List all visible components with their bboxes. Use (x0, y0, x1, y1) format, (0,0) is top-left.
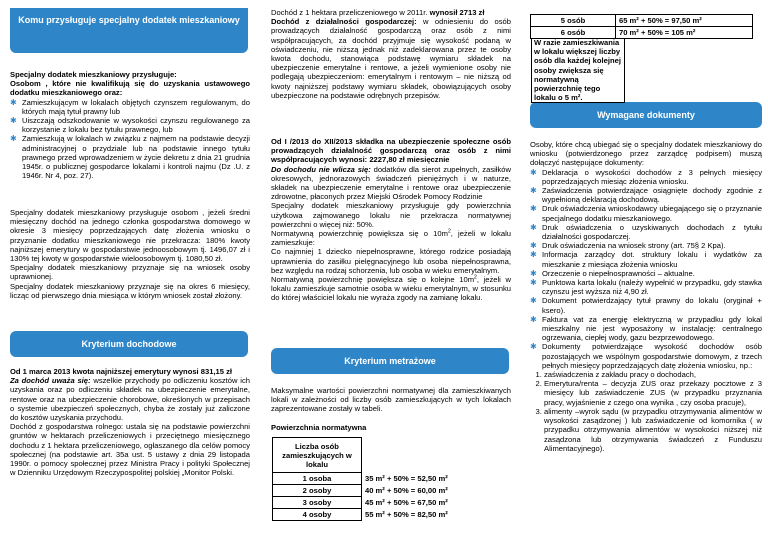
intro-line1: Specjalny dodatek mieszkaniowy przysługuje: (10, 70, 177, 79)
area-table-continued (530, 14, 753, 39)
area-table (272, 437, 509, 521)
documents-list (530, 168, 762, 370)
farm-income-text: Dochód z gospodarstwa rolnego: ustala się na podstawie powierzchni gruntów w hektarach przeliczeniowych i przeciętnego miesięcznego dochodu z 1 hektara przeliczeniowego, ogłaszanego dla celów pomocy społecznej (na podstawie art. 35a ust. 5 ustawy z dnia 29 listopada 1990r. o pomocy społecznej przez Ministra Pracy i polityki Społecznej w Dzienniku Urzędowym Rzeczypospolitej polskiej „Monitor Polski. (10, 422, 250, 478)
calc-cell: 35 m² + 50% = 52,50 m² (365, 474, 448, 483)
banner-area-criterion: Kryterium metrażowe (271, 348, 509, 374)
banner-required-documents: Wymagane dokumenty (530, 102, 762, 128)
calc-cell: 45 m² + 50% = 67,50 m² (365, 498, 448, 507)
persons-cell: 4 osoby (273, 509, 362, 521)
list-item: ✱ Orzeczenie o niepełnosprawności – aktualne. (530, 269, 762, 278)
list-item: ✱ Druk oświadczenia o uzyskiwanych dochodach z tytułu działalności gospodarczej. (530, 223, 762, 241)
hectare-income-label: Dochód z 1 hektara przeliczeniowego w 2011r. (271, 8, 430, 17)
metraz-text: Maksymalne wartości powierzchni normatywnej dla zamieszkiwanych lokali w zależności od liczby osób zamieszkujących w tych lokalach zaprezentowane zostały w tabeli. (271, 386, 511, 414)
table-header: Liczba osób zamieszkujących w lokalu (273, 438, 362, 473)
list-item: ✱ Punktowa karta lokalu (należy wypełnić w przypadku, gdy stawka czynszu jest wyższa niż 4,90 zł. (530, 278, 762, 296)
banner-income-criterion: Kryterium dochodowe (10, 331, 248, 357)
table-row (273, 497, 509, 509)
list-item: ✱ Zamieszkują w lokalach w związku z najmem na podstawie decyzji administracyjnej o przydziale lub na podstawie innego tytułu prawnego przed wprowadzeniem w życie dekretu z dnia 21 grudnia 1945r. o publicznej gospodarce lokalami i kontroli najmu (Dz .U. z 1946r. Nr 4, poz. 27). (10, 134, 250, 180)
banner-who-eligible: Komu przysługuje specjalny dodatek mieszkaniowy (10, 8, 248, 53)
list-item: ✱ Dokumenty potwierdzające wysokość dochodów osób pozostających we wspólnym gospodarstwie domowym, z trzech pełnych miesięcy poprzedzających datę złożenia wniosku, np.: (530, 342, 762, 370)
income-limit-section (10, 208, 250, 300)
calc-cell: 65 m² + 50% = 97,50 m² (616, 15, 753, 27)
income-text: wszelkie przychody po odliczeniu kosztów ich uzyskania oraz po odliczeniu składek na ubezpieczenie emerytalne, rentowe oraz na ubezpieczenie chorobowe, określonych w przepisach o systemie ubezpieczeń społecznych, chyba że zostały już zaliczone do kosztów uzyskania przychodu. (10, 376, 250, 423)
list-item: ✱ Deklaracja o wysokości dochodów z 3 pełnych miesięcy poprzedzających miesiąc złożenia wniosku. (530, 168, 762, 186)
hectare-income-value: wynosił 2713 zł (429, 8, 485, 17)
list-item: ✱ Faktura vat za energię elektryczną w przypadku gdy lokal mieszkalny nie jest wyposażony w instalację: centralnego ogrzewania, ciepłej wody, gazu bezprzewodowego. (530, 315, 762, 343)
income-section (10, 367, 250, 477)
table-row (531, 27, 753, 39)
sublist-item: 2. Emerytura/renta – decyzja ZUS oraz przekazy pocztowe z 3 miesięcy lub zaświadczenie ZUS (w przypadku przyznania pracy, wyjaśnienie z czego ona wynika , czy osoba pracuje), (544, 379, 762, 407)
table-row (531, 15, 753, 27)
income-docs-sublist (530, 370, 762, 453)
persons-cell: 5 osób (531, 15, 616, 27)
income-limit-text: Specjalny dodatek mieszkaniowy przysługuje osobom , jeżeli średni miesięczny dochód na jednego członka gospodarstwa domowego w okresie 3 miesięcy poprzedzających datę złożenia wniosku o przyznanie dodatku mieszkaniowego nie przekracza: 180% kwoty najniższej emerytury w gospodarstwie jednoosobowym tj. 1496,07 zł i 130% tej kwoty w gospodarstwie wieloosobowym tj. 1080,50 zł. (10, 208, 250, 264)
area-cases: Co najmniej 1 dziecko niepełnosprawne, którego rodzice posiadają uprawnienia do zasiłku pielęgnacyjnego lub osoba niepełnosprawna, bez względu na rodzaj schorzenia, lub osoba w wieku emerytalnym. (271, 247, 511, 275)
not-income-lead: Do dochodu nie wlicza się: (271, 164, 371, 174)
persons-cell: 2 osoby (273, 485, 362, 497)
extra-persons-text: W razie zamieszkiwania w lokalu większej liczby osób dla każdej kolejnej osoby zwiększa się normatywną powierzchnię tego lokalu o 5 m². (531, 38, 625, 103)
period-text: Specjalny dodatek mieszkaniowy przyznaje się na okres 6 miesięcy, licząc od pierwszego dnia miesiąca w którym wniosek został złożony. (10, 281, 250, 300)
list-item: ✱ Dokument potwierdzający tytuł prawny do lokalu (oryginał + ksero). (530, 296, 762, 314)
list-item: ✱ Zamieszkującym w lokalach objętych czynszem regulowanym, do których mają tytuł prawny lub (10, 98, 250, 116)
table-title: Powierzchnia normatywna (271, 422, 367, 432)
income-lead: Za dochód uważa się: (10, 376, 91, 386)
contribution-heading: Od I /2013 do XII/2013 składka na ubezpieczenie społeczne osób prowadzących działalność gospodarczą oraz osób z nimi współpracujących wynosi: 2227,80 zł miesięcznie (271, 137, 511, 165)
area-norm-b: , jeżeli w lokalu zamieszkuje: (271, 229, 511, 248)
list-item: ✱ Zaświadczenia potwierdzające osiągnięte dochody zgodnie z wypełnioną deklaracją dochodową. (530, 186, 762, 204)
table-row (273, 509, 509, 521)
business-income (271, 17, 511, 100)
not-income-text: dodatków dla sierot zupełnych, zasiłków okresowych, jednorazowych świadczeń pieniężnych i w naturze, składek na ubezpieczenie emerytalne i rentowe oraz ubezpieczenie zdrowotne, płaconych przez Miejski Ośrodek Pomocy Rodzinie (271, 164, 511, 202)
persons-cell: 3 osoby (273, 497, 362, 509)
table-header-empty (362, 438, 509, 473)
eligibility-section (10, 70, 250, 180)
area-single-a: Normatywną powierzchnię powiększa się o kolejne 10m (271, 275, 475, 285)
persons-cell: 1 osoba (273, 473, 362, 485)
persons-cell: 6 osób (531, 27, 616, 39)
list-item: ✱ Uiszczają odszkodowanie w wysokości czynszu regulowanego za korzystanie z lokalu bez tytułu prawnego, lub (10, 116, 250, 134)
intro-line2: Osobom , które nie kwalifikują się do uzyskania ustawowego dodatku mieszkaniowego oraz: (10, 79, 250, 98)
farm-business-section (271, 8, 511, 100)
application-text: Specjalny dodatek mieszkaniowy przyznaje się na wniosek osoby uprawnionej. (10, 263, 250, 282)
list-item: ✱ Druk oświadczenia na wniosek strony (art. 75§ 2 Kpa). (530, 241, 762, 250)
area-single: Normatywną powierzchnię powiększa się o kolejne $10m^2$, jeżeli w lokalu zamieszkuje samotnie osoba w wieku emerytalnym, w stosunku do której właściciel lokalu nie wyraża zgody na zamianę lokalu. (271, 274, 511, 303)
calc-cell: 55 m² + 50% = 82,50 m² (365, 510, 448, 519)
area-text: Specjalny dodatek mieszkaniowy przysługuje gdy powierzchnia użytkowa zajmowanego lokalu nie przekracza normatywnej powierzchni o więcej niż: 50%. (271, 201, 511, 229)
calc-cell: 40 m² + 50% = 60,00 m² (365, 486, 448, 495)
table-header-row (273, 438, 509, 473)
documents-section (530, 140, 762, 453)
documents-intro: Osoby, które chcą ubiegać się o specjalny dodatek mieszkaniowy do wniosku (potwierdzonego przez zarządcę podpisem) muszą dołączyć następujące dokumenty: (530, 140, 762, 168)
business-income-text: w odniesieniu do osób prowadzących działalność gospodarczą oraz osób z nimi współpracujących, za dochód przyjmuje się wysokość podaną w oświadczeniu, nie niższą jednak niż zadeklarowana przez te osoby kwota dochodu, stanowiąca podstawę wymiaru składek na ubezpieczenie emerytalne i rentowe, a jeżeli wymienione osoby nie podlegają ubezpieczeniom: emerytalnym i rentowym – nie niższą od kwoty najniższej podstawy wymiaru składek, obowiązujących osoby ubezpieczone na podstawie odrębnych przepisów. (271, 17, 511, 100)
sublist-item: 3. alimenty –wyrok sądu (w przypadku otrzymywania alimentów w wysokości zasądzonej ) lub zaświadczenie od komornika ( w przypadku otrzymywania alimentów w wysokości niższej niż zasądzona lub otrzymywania świadczeń z Funduszu Alimentacyjnego). (544, 407, 762, 453)
table-row (273, 485, 509, 497)
area-single-b: , jeżeli w lokalu zamieszkuje samotnie osoba w wieku emerytalnym, w stosunku do której właściciel lokalu nie wyraża zgody na zamianę lokalu. (271, 275, 511, 303)
list-item: ✱ Informacja zarządcy dot. struktury lokalu i wydatków za mieszkanie z miesiąca złożenia wniosku (530, 250, 762, 268)
hectare-income (271, 8, 511, 17)
contribution-section (271, 137, 511, 303)
not-income (271, 165, 511, 202)
list-item: ✱ Druk oświadczenia wnioskodawcy ubiegającego się o przyznanie specjalnego dodatku mieszkaniowego. (530, 204, 762, 222)
metraz-section (271, 386, 511, 432)
business-income-lead: Dochód z działalności gospodarczej: (271, 17, 417, 27)
sublist-item: 1. zaświadczenia z zakładu pracy o dochodach, (544, 370, 762, 379)
eligibility-list (10, 98, 250, 181)
income-definition (10, 376, 250, 422)
calc-cell: 70 m² + 50% = 105 m² (616, 27, 753, 39)
table-row (273, 473, 509, 485)
area-norm-a: Normatywną powierzchnię powiększa się o 10m (271, 229, 448, 239)
area-norm: Normatywną powierzchnię powiększa się o $10m^2$, jeżeli w lokalu zamieszkuje: (271, 228, 511, 248)
pension-heading: Od 1 marca 2013 kwota najniższej emerytury wynosi 831,15 zł (10, 367, 233, 376)
